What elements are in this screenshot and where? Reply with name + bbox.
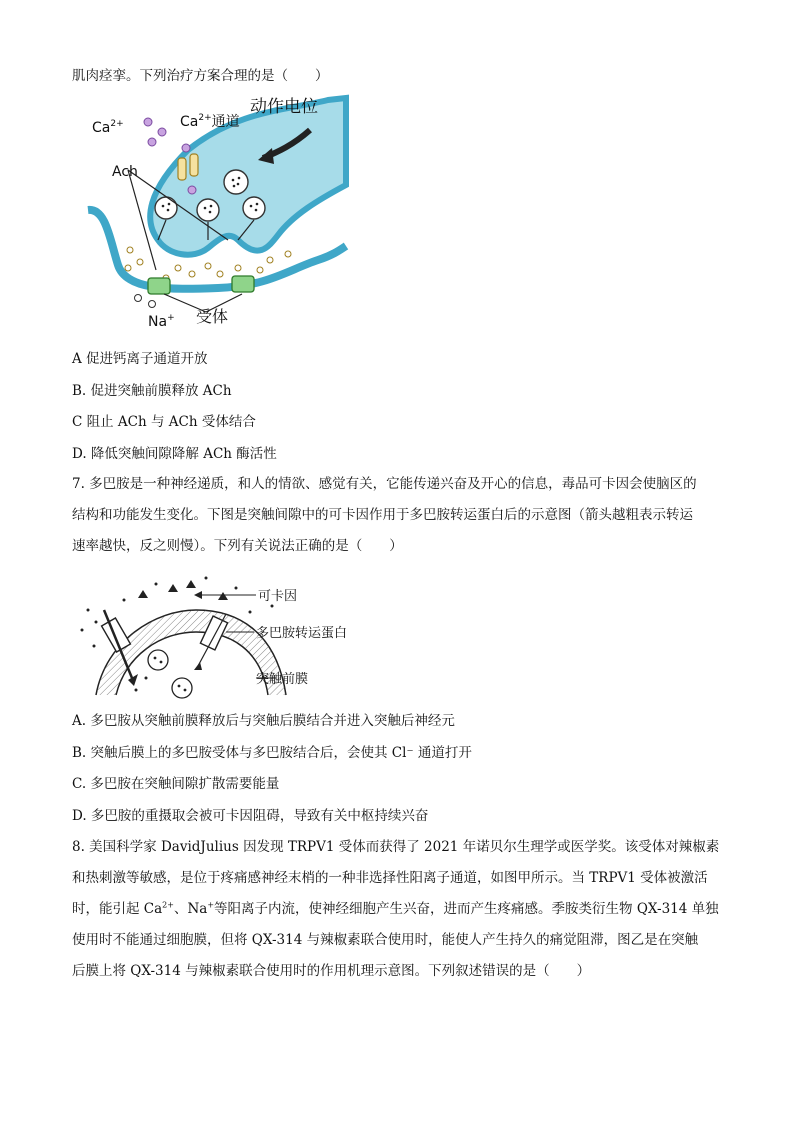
q6-option-a: A 促进钙离子通道开放 [72,351,208,367]
q6-option-d: D. 降低突触间隙降解 ACh 酶活性 [72,446,277,462]
q8-stem-line: 时，能引起 $Ca^{2+}$、Na+等阳离子内流，使神经细胞产生兴奋，进而产生疼痛感。季胺类衍生物 QX-314 单独 [72,900,719,917]
presynaptic-label: 突触前膜 [256,672,309,687]
q7-stem-line: 结构和功能发生变化。下图是突触间隙中的可卡因作用于多巴胺转运蛋白后的示意图（箭头越粗表示转运 [72,507,693,523]
q7-stem [72,469,724,562]
q7-option-c: C. 多巴胺在突触间隙扩散需要能量 [72,776,280,792]
transporter-label: 多巴胺转运蛋白 [256,626,348,641]
q8-stem-line: 和热刺激等敏感，是位于疼痛感神经末梢的一种非选择性阳离子通道，如图甲所示。当 TRPV1 受体被激活 [72,870,708,886]
q8-stem-line: 后膜上将 QX-314 与辣椒素联合使用时的作用机理示意图。下列叙述错误的是（ ） [72,963,591,979]
cocaine-transporter-figure [76,570,348,700]
q7-stem-line: 7. 多巴胺是一种神经递质，和人的情欲、感觉有关，它能传递兴奋及开心的信息，毒品可卡因会使脑区的 [72,476,697,492]
q6-option-b: B. 促进突触前膜释放 ACh [72,383,232,399]
q7-stem-line: 速率越快，反之则慢）。下列有关说法正确的是（ ） [72,538,403,554]
cocaine-label: 可卡因 [258,589,298,604]
receptor-label: 受体 [196,307,229,326]
q6-option-c: C 阻止 ACh 与 ACh 受体结合 [72,414,256,430]
ach-label: Ach [112,164,138,180]
q7-option-d: D. 多巴胺的重摄取会被可卡因阻碍，导致有关中枢持续兴奋 [72,808,429,824]
ca-ion-label: $Ca^{2+}$ [92,119,124,136]
ca-channel-label: $Ca^{2+}$通道 [180,113,240,130]
q6-stem: 肌肉痉挛。下列治疗方案合理的是（ ） [72,68,329,84]
q7-option-a: A. 多巴胺从突触前膜释放后与突触后膜结合并进入突触后神经元 [72,713,455,729]
q8-stem-line: 使用时不能通过细胞膜，但将 QX-314 与辣椒素联合使用时，能使人产生持久的痛觉阻滞，图乙是在突触 [72,932,699,948]
q8-stem [72,832,724,987]
action-potential-label: 动作电位 [250,97,318,117]
na-ion-label: Na+ [148,313,175,330]
synapse-figure [88,90,348,330]
q7-option-b: B. 突触后膜上的多巴胺受体与多巴胺结合后，会使其 Cl⁻ 通道打开 [72,745,472,761]
q8-stem-line: 8. 美国科学家 DavidJulius 因发现 TRPV1 受体而获得了 2021 年诺贝尔生理学或医学奖。该受体对辣椒素 [72,839,720,855]
